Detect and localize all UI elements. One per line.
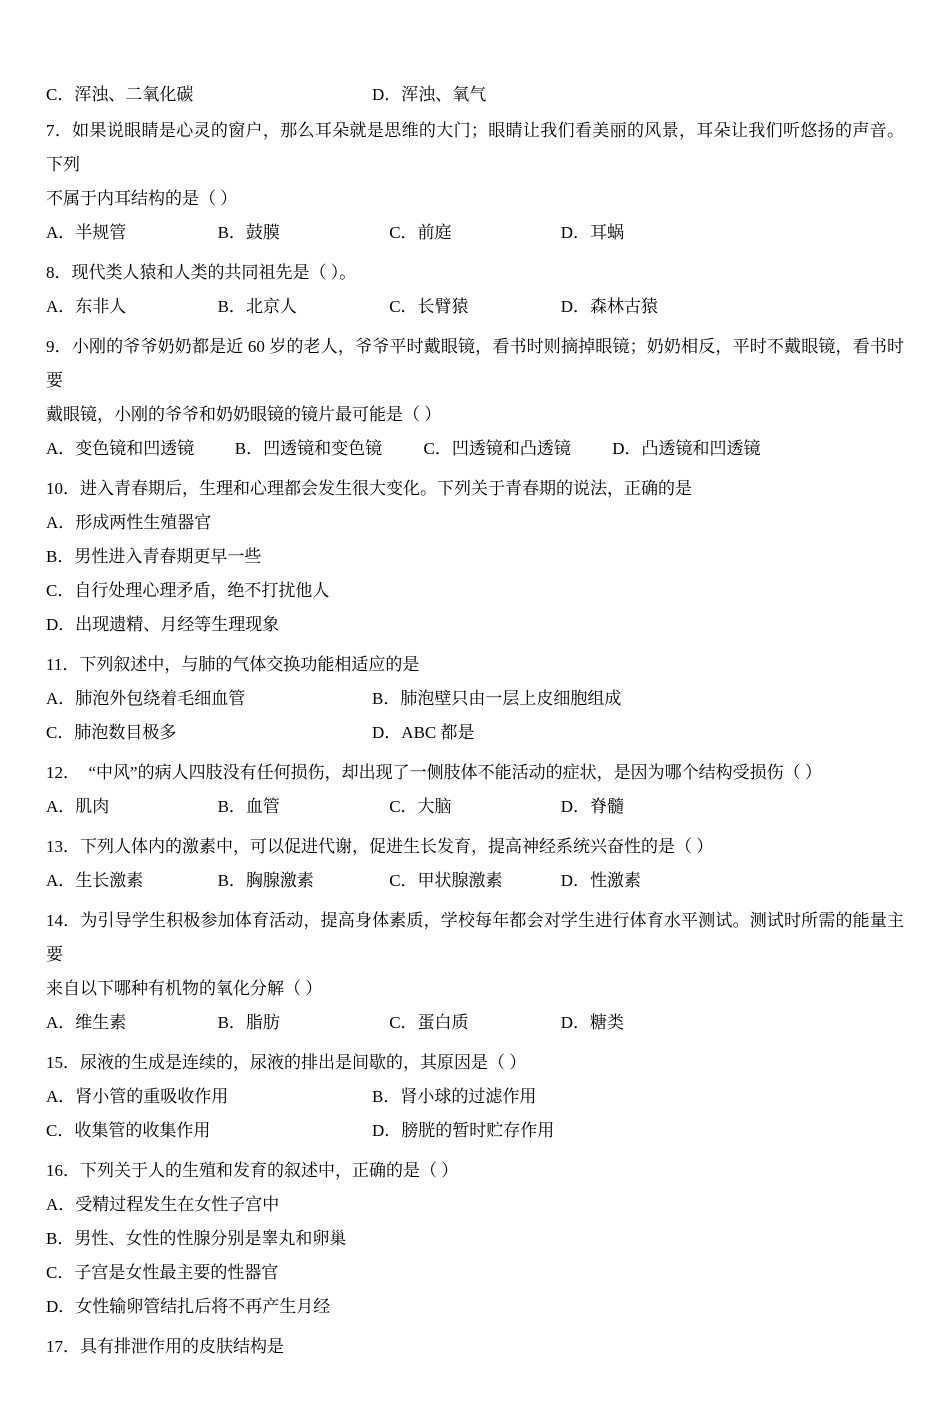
option-a: A．变色镜和凹透镜 — [46, 439, 195, 458]
question-stem: 17．具有排泄作用的皮肤结构是 — [46, 1337, 284, 1356]
option-b: B．凹透镜和变色镜 — [234, 439, 383, 458]
options-row-2 — [46, 1114, 904, 1148]
options-row-2 — [46, 716, 904, 750]
option-a: A．肺泡外包绕着毛细血管 — [46, 689, 246, 708]
option-b: B．北京人 — [217, 297, 297, 316]
option-c: C．蛋白质 — [389, 1013, 469, 1032]
option-a: A．肌肉 — [46, 797, 110, 816]
option-c: C．前庭 — [389, 223, 452, 242]
option-a: A．生长激素 — [46, 871, 144, 890]
question-7 — [46, 114, 904, 250]
option-b: B．肺泡壁只由一层上皮细胞组成 — [372, 689, 622, 708]
option-a: A．东非人 — [46, 297, 127, 316]
question-stem: 16．下列关于人的生殖和发育的叙述中，正确的是（ ） — [46, 1161, 459, 1180]
option-d: D．浑浊、氧气 — [372, 85, 487, 104]
question-stem: 10．进入青春期后，生理和心理都会发生很大变化。下列关于青春期的说法，正确的是 — [46, 479, 692, 498]
question-17 — [46, 1330, 904, 1364]
question-stem: 8．现代类人猿和人类的共同祖先是（ ）。 — [46, 263, 357, 282]
option-b: B．鼓膜 — [217, 223, 280, 242]
question-stem: 14．为引导学生积极参加体育活动，提高身体素质，学校每年都会对学生进行体育水平测试。测试时所需的能量主要 — [46, 911, 904, 964]
options-row — [46, 216, 904, 250]
option-d: D．膀胱的暂时贮存作用 — [372, 1121, 555, 1140]
option-d: D．耳蜗 — [560, 223, 625, 242]
question-stem: 12． “中风”的病人四肢没有任何损伤，却出现了一侧肢体不能活动的症状，是因为哪个结构受损伤（ ） — [46, 763, 822, 782]
question-stem: 15．尿液的生成是连续的，尿液的排出是间歇的，其原因是（ ） — [46, 1053, 527, 1072]
option-c: C．浑浊、二氧化碳 — [46, 85, 194, 104]
option-c: C．肺泡数目极多 — [46, 723, 177, 742]
option-a: A．维生素 — [46, 1013, 127, 1032]
option-d: D．凸透镜和凹透镜 — [612, 439, 761, 458]
option-b: B．脂肪 — [217, 1013, 280, 1032]
question-stem-cont: 戴眼镜，小刚的爷爷和奶奶眼镜的镜片最可能是（ ） — [46, 405, 442, 424]
option-d: D．糖类 — [560, 1013, 625, 1032]
options-row — [46, 432, 904, 466]
option-c: C．自行处理心理矛盾，绝不打扰他人 — [46, 581, 330, 600]
options-stack — [46, 1188, 904, 1324]
option-d: D．脊髓 — [560, 797, 625, 816]
option-d: D．ABC 都是 — [372, 723, 475, 742]
carryover-options-row — [46, 78, 904, 112]
question-16 — [46, 1154, 904, 1324]
options-row-1 — [46, 1080, 904, 1114]
question-14 — [46, 904, 904, 1040]
options-row-1 — [46, 682, 904, 716]
question-stem: 13．下列人体内的激素中，可以促进代谢，促进生长发育，提高神经系统兴奋性的是（ ） — [46, 837, 714, 856]
option-b: B．血管 — [217, 797, 280, 816]
option-c: C．凹透镜和凸透镜 — [423, 439, 571, 458]
option-d: D．森林古猿 — [560, 297, 659, 316]
question-11 — [46, 648, 904, 750]
option-d: D．出现遗精、月经等生理现象 — [46, 615, 280, 634]
question-stem: 7．如果说眼睛是心灵的窗户，那么耳朵就是思维的大门；眼睛让我们看美丽的风景，耳朵让我们听悠扬的声音。下列 — [46, 121, 904, 174]
option-b: B．肾小球的过滤作用 — [372, 1087, 537, 1106]
option-b: B．胸腺激素 — [217, 871, 314, 890]
question-stem-cont: 来自以下哪种有机物的氧化分解（ ） — [46, 979, 323, 998]
option-d: D．女性输卵管结扎后将不再产生月经 — [46, 1297, 331, 1316]
options-stack — [46, 506, 904, 642]
option-c: C．大脑 — [389, 797, 452, 816]
options-row — [46, 290, 904, 324]
option-d: D．性激素 — [560, 871, 642, 890]
question-15 — [46, 1046, 904, 1148]
option-a: A．半规管 — [46, 223, 127, 242]
option-b: B．男性进入青春期更早一些 — [46, 547, 262, 566]
option-a: A．形成两性生殖器官 — [46, 513, 212, 532]
question-8 — [46, 256, 904, 324]
option-a: A．肾小管的重吸收作用 — [46, 1087, 229, 1106]
question-stem-cont: 不属于内耳结构的是（ ） — [46, 189, 238, 208]
question-13 — [46, 830, 904, 898]
options-row — [46, 1006, 904, 1040]
option-c: C．甲状腺激素 — [389, 871, 503, 890]
option-a: A．受精过程发生在女性子宫中 — [46, 1195, 280, 1214]
option-c: C．收集管的收集作用 — [46, 1121, 211, 1140]
question-10 — [46, 472, 904, 642]
question-stem: 11．下列叙述中，与肺的气体交换功能相适应的是 — [46, 655, 420, 674]
option-c: C．子宫是女性最主要的性器官 — [46, 1263, 279, 1282]
option-c: C．长臂猿 — [389, 297, 469, 316]
options-row — [46, 790, 904, 824]
question-stem: 9．小刚的爷爷奶奶都是近 60 岁的老人，爷爷平时戴眼镜，看书时则摘掉眼镜；奶奶相反，平时不戴眼镜，看书时要 — [46, 337, 904, 390]
question-12 — [46, 756, 904, 824]
options-row — [46, 864, 904, 898]
option-b: B．男性、女性的性腺分别是睾丸和卵巢 — [46, 1229, 347, 1248]
question-9 — [46, 330, 904, 466]
